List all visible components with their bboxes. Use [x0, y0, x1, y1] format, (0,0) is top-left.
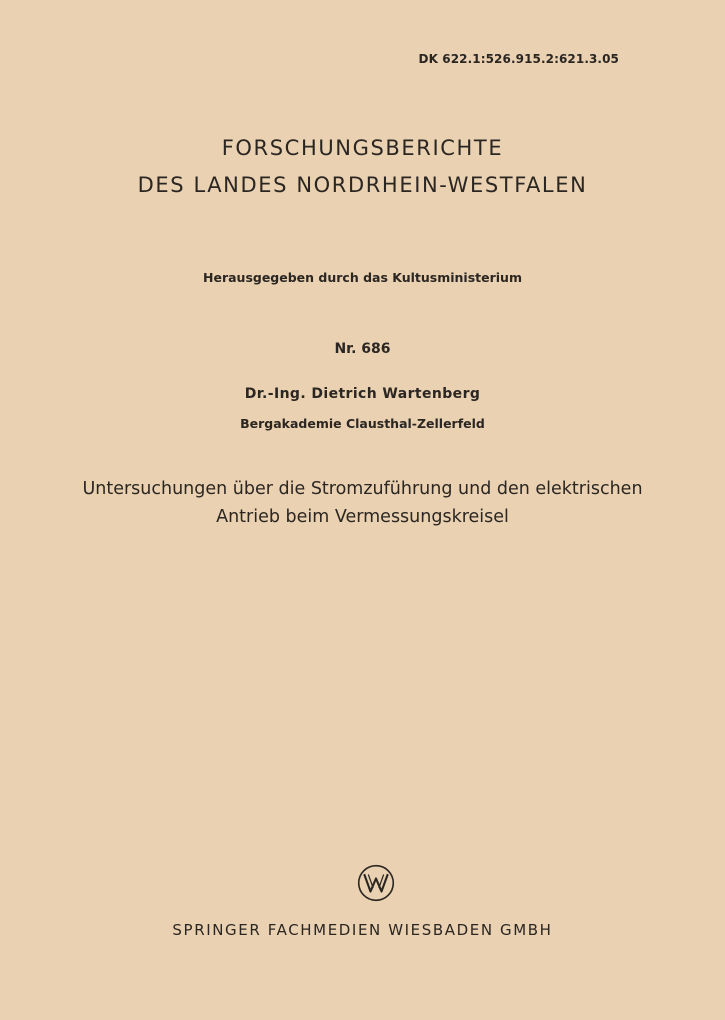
book-title-line-1: Untersuchungen über die Stromzuführung und den elektrischen — [82, 479, 643, 499]
springer-vw-logo-icon — [357, 864, 395, 902]
series-title-line-2: DES LANDES NORDRHEIN-WESTFALEN — [137, 173, 588, 197]
classification-code: DK 622.1:526.915.2:621.3.05 — [418, 52, 619, 66]
book-title-line-2: Antrieb beim Vermessungskreisel — [216, 507, 509, 527]
editor-note: Herausgegeben durch das Kultusministerium — [203, 270, 522, 285]
author-name: Dr.-Ing. Dietrich Wartenberg — [244, 386, 481, 402]
publisher-name: SPRINGER FACHMEDIEN WIESBADEN GMBH — [172, 921, 553, 939]
author-affiliation: Bergakademie Clausthal-Zellerfeld — [240, 416, 485, 431]
report-number: Nr. 686 — [334, 341, 391, 357]
series-title-line-1: FORSCHUNGSBERICHTE — [221, 136, 504, 160]
